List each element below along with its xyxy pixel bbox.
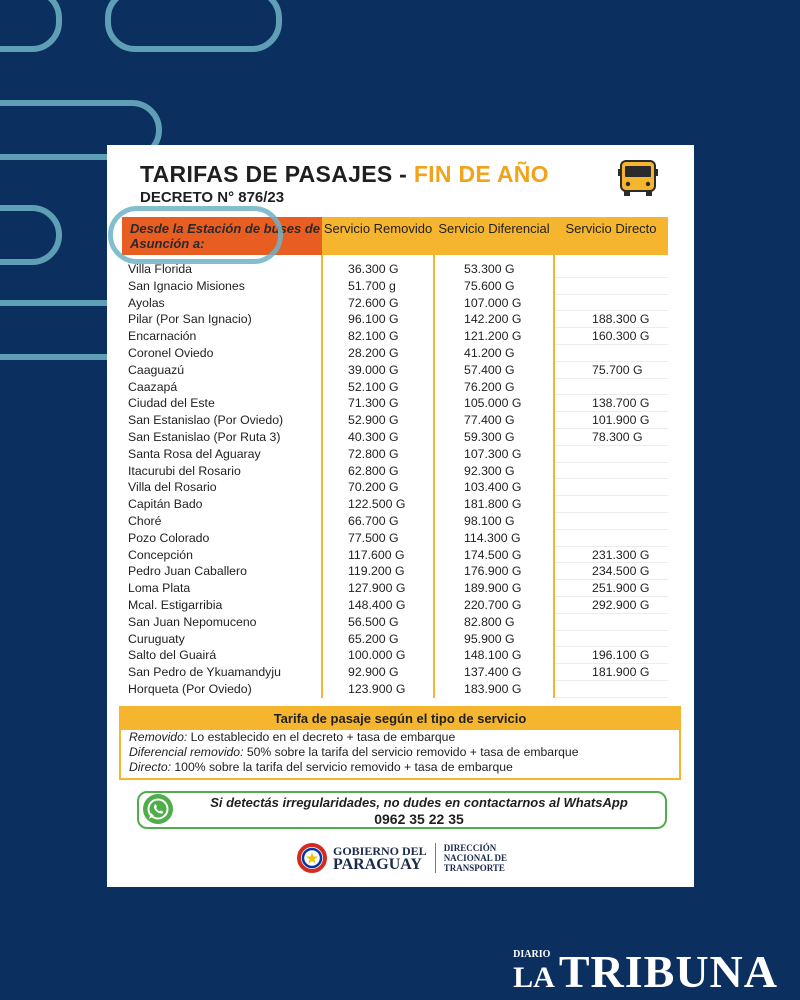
directo-cell: 196.100 G	[554, 647, 668, 664]
decorative-pill	[108, 206, 283, 264]
removido-cell: 82.100 G	[348, 329, 399, 344]
table-row	[122, 513, 668, 530]
info-label: Diferencial removido:	[129, 745, 244, 759]
diferencial-cell: 107.300 G	[464, 446, 522, 461]
title-main: TARIFAS DE PASAJES -	[140, 161, 414, 187]
gov-line2: PARAGUAY	[333, 856, 422, 873]
directo-cell	[554, 295, 668, 312]
removido-cell: 40.300 G	[348, 429, 399, 444]
gov-line1: GOBIERNO DEL	[333, 844, 427, 858]
info-line	[121, 730, 679, 745]
directo-cell	[554, 479, 668, 496]
decorative-pill	[0, 0, 62, 52]
table-row	[122, 647, 668, 664]
diferencial-cell: 57.400 G	[464, 362, 515, 377]
table-row	[122, 311, 668, 328]
removido-cell: 119.200 G	[348, 564, 405, 579]
removido-cell: 56.500 G	[348, 614, 399, 629]
brand-small: DIARIO	[513, 949, 551, 960]
table-row	[122, 412, 668, 429]
directo-cell: 101.900 G	[554, 412, 668, 429]
table-row	[122, 446, 668, 463]
table-row	[122, 681, 668, 698]
removido-cell: 127.900 G	[348, 581, 406, 596]
removido-cell: 52.900 G	[348, 413, 399, 428]
diferencial-cell: 220.700 G	[464, 597, 522, 612]
whatsapp-contact-box[interactable]	[137, 791, 667, 829]
dnt-line: NACIONAL DE	[443, 853, 507, 863]
removido-cell: 62.800 G	[348, 463, 399, 478]
removido-cell: 77.500 G	[348, 530, 399, 545]
directo-cell	[554, 261, 668, 278]
table-row	[122, 479, 668, 496]
decree-subtitle: DECRETO N° 876/23	[140, 189, 285, 206]
column-divider	[553, 255, 555, 698]
directo-cell	[554, 446, 668, 463]
destination-cell: Coronel Oviedo	[128, 345, 214, 360]
diferencial-cell: 181.800 G	[464, 497, 522, 512]
decorative-pill	[0, 205, 62, 265]
directo-cell: 138.700 G	[554, 395, 668, 412]
table-row	[122, 362, 668, 379]
whatsapp-phone[interactable]: 0962 35 22 35	[374, 811, 464, 827]
bus-icon	[617, 157, 659, 199]
destination-cell: Santa Rosa del Aguaray	[128, 446, 261, 461]
directo-cell	[554, 631, 668, 648]
directo-cell: 160.300 G	[554, 328, 668, 345]
table-row	[122, 664, 668, 681]
table-row	[122, 614, 668, 631]
info-line	[121, 760, 679, 775]
diferencial-cell: 189.900 G	[464, 581, 522, 596]
directo-cell	[554, 614, 668, 631]
destination-cell: Concepción	[128, 547, 193, 562]
table-row	[122, 395, 668, 412]
destination-cell: Mcal. Estigarribia	[128, 597, 223, 612]
diferencial-cell: 95.900 G	[464, 631, 515, 646]
table-row	[122, 496, 668, 513]
whatsapp-message: Si detectás irregularidades, no dudes en contactarnos al WhatsApp	[210, 795, 628, 810]
table-row	[122, 580, 668, 597]
table-row	[122, 631, 668, 648]
column-divider	[321, 255, 323, 698]
directo-cell	[554, 379, 668, 396]
destination-cell: Pedro Juan Caballero	[128, 564, 247, 579]
destination-cell: San Ignacio Misiones	[128, 278, 245, 293]
header-directo: Servicio Directo	[554, 217, 668, 255]
info-line	[121, 745, 679, 760]
destination-cell: Ciudad del Este	[128, 396, 215, 411]
destination-cell: Loma Plata	[128, 581, 191, 596]
removido-cell: 28.200 G	[348, 345, 399, 360]
diferencial-cell: 114.300 G	[464, 530, 521, 545]
destination-cell: Encarnación	[128, 329, 197, 344]
dnt-name	[444, 843, 507, 873]
page-title	[140, 161, 549, 188]
info-text: Lo establecido en el decreto + tasa de embarque	[187, 730, 456, 744]
directo-cell	[554, 496, 668, 513]
service-info-box	[119, 706, 681, 780]
decorative-pill	[105, 0, 282, 52]
removido-cell: 72.800 G	[348, 446, 399, 461]
table-row	[122, 463, 668, 480]
directo-cell: 78.300 G	[554, 429, 668, 446]
removido-cell: 148.400 G	[348, 597, 406, 612]
la-tribuna-logo	[513, 945, 778, 998]
diferencial-cell: 77.400 G	[464, 413, 515, 428]
directo-cell: 181.900 G	[554, 664, 668, 681]
diferencial-cell: 107.000 G	[464, 295, 522, 310]
brand-la: LA	[513, 961, 555, 994]
header-removido: Servicio Removido	[322, 217, 434, 255]
diferencial-cell: 76.200 G	[464, 379, 515, 394]
fares-table	[122, 217, 668, 698]
directo-cell: 188.300 G	[554, 311, 668, 328]
destination-cell: Itacurubi del Rosario	[128, 463, 241, 478]
info-text: 100% sobre la tarifa del servicio removido + tasa de embarque	[171, 760, 513, 774]
diferencial-cell: 92.300 G	[464, 463, 515, 478]
info-label: Removido:	[129, 730, 188, 744]
removido-cell: 65.200 G	[348, 631, 399, 646]
destination-cell: Salto del Guairá	[128, 648, 217, 663]
diferencial-cell: 75.600 G	[464, 278, 515, 293]
origin-header: Desde la Estación de buses de Asunción a:	[122, 217, 322, 255]
directo-cell	[554, 681, 668, 698]
directo-cell: 75.700 G	[554, 362, 668, 379]
diferencial-cell: 105.000 G	[464, 396, 522, 411]
destination-cell: Curuguaty	[128, 631, 185, 646]
destination-cell: Villa Florida	[128, 262, 193, 276]
info-heading: Tarifa de pasaje según el tipo de servicio	[121, 708, 679, 730]
destination-cell: San Juan Nepomuceno	[128, 614, 257, 629]
destination-cell: San Pedro de Ykuamandyju	[128, 665, 281, 680]
destination-cell: Pilar (Por San Ignacio)	[128, 312, 252, 327]
diferencial-cell: 174.500 G	[464, 547, 522, 562]
diferencial-cell: 59.300 G	[464, 429, 515, 444]
diferencial-cell: 142.200 G	[464, 312, 522, 327]
directo-cell	[554, 513, 668, 530]
directo-cell: 231.300 G	[554, 547, 668, 564]
removido-cell: 96.100 G	[348, 312, 399, 327]
header-diferencial: Servicio Diferencial	[434, 217, 554, 255]
paraguay-seal-icon	[297, 843, 327, 873]
table-row	[122, 530, 668, 547]
dnt-line: DIRECCIÓN	[443, 843, 497, 853]
diferencial-cell: 82.800 G	[464, 614, 515, 629]
destination-cell: Horqueta (Por Oviedo)	[128, 681, 252, 696]
removido-cell: 66.700 G	[348, 513, 399, 528]
destination-cell: Caazapá	[128, 379, 178, 394]
diferencial-cell: 53.300 G	[464, 262, 515, 276]
destination-cell: San Estanislao (Por Oviedo)	[128, 413, 284, 428]
removido-cell: 71.300 G	[348, 396, 399, 411]
table-row	[122, 547, 668, 564]
dnt-line: TRANSPORTE	[443, 863, 505, 873]
table-row	[122, 379, 668, 396]
divider	[435, 843, 436, 873]
table-row	[122, 345, 668, 362]
removido-cell: 92.900 G	[348, 665, 399, 680]
removido-cell: 52.100 G	[348, 379, 399, 394]
destination-cell: Choré	[128, 513, 162, 528]
directo-cell	[554, 345, 668, 362]
removido-cell: 117.600 G	[348, 547, 405, 562]
diferencial-cell: 148.100 G	[464, 648, 522, 663]
diferencial-cell: 183.900 G	[464, 681, 522, 696]
table-row	[122, 278, 668, 295]
destination-cell: Villa del Rosario	[128, 480, 217, 495]
gov-name	[333, 844, 427, 872]
column-divider	[433, 255, 435, 698]
removido-cell: 72.600 G	[348, 295, 399, 310]
diferencial-cell: 137.400 G	[464, 665, 522, 680]
removido-cell: 39.000 G	[348, 362, 399, 377]
table-body	[122, 261, 668, 698]
destination-cell: Ayolas	[128, 295, 165, 310]
table-row	[122, 597, 668, 614]
table-row	[122, 563, 668, 580]
removido-cell: 100.000 G	[348, 648, 406, 663]
diferencial-cell: 103.400 G	[464, 480, 522, 495]
destination-cell: Caaguazú	[128, 362, 185, 377]
table-row	[122, 328, 668, 345]
whatsapp-icon	[142, 793, 174, 825]
directo-cell: 292.900 G	[554, 597, 668, 614]
removido-cell: 36.300 G	[348, 262, 399, 276]
info-text: 50% sobre la tarifa del servicio removido + tasa de embarque	[243, 745, 579, 759]
brand-name: TRIBUNA	[558, 946, 778, 997]
removido-cell: 123.900 G	[348, 681, 406, 696]
diferencial-cell: 176.900 G	[464, 564, 522, 579]
removido-cell: 70.200 G	[348, 480, 399, 495]
directo-cell	[554, 278, 668, 295]
table-row	[122, 429, 668, 446]
diferencial-cell: 121.200 G	[464, 329, 522, 344]
diferencial-cell: 98.100 G	[464, 513, 515, 528]
diferencial-cell: 41.200 G	[464, 345, 515, 360]
destination-cell: San Estanislao (Por Ruta 3)	[128, 429, 281, 444]
table-row	[122, 295, 668, 312]
destination-cell: Pozo Colorado	[128, 530, 210, 545]
info-label: Directo:	[129, 760, 171, 774]
directo-cell	[554, 463, 668, 480]
directo-cell	[554, 530, 668, 547]
directo-cell: 251.900 G	[554, 580, 668, 597]
directo-cell: 234.500 G	[554, 563, 668, 580]
destination-cell: Capitán Bado	[128, 497, 203, 512]
removido-cell: 51.700 g	[348, 278, 396, 293]
removido-cell: 122.500 G	[348, 497, 406, 512]
title-accent: FIN DE AÑO	[413, 161, 549, 187]
government-logo	[297, 841, 507, 875]
